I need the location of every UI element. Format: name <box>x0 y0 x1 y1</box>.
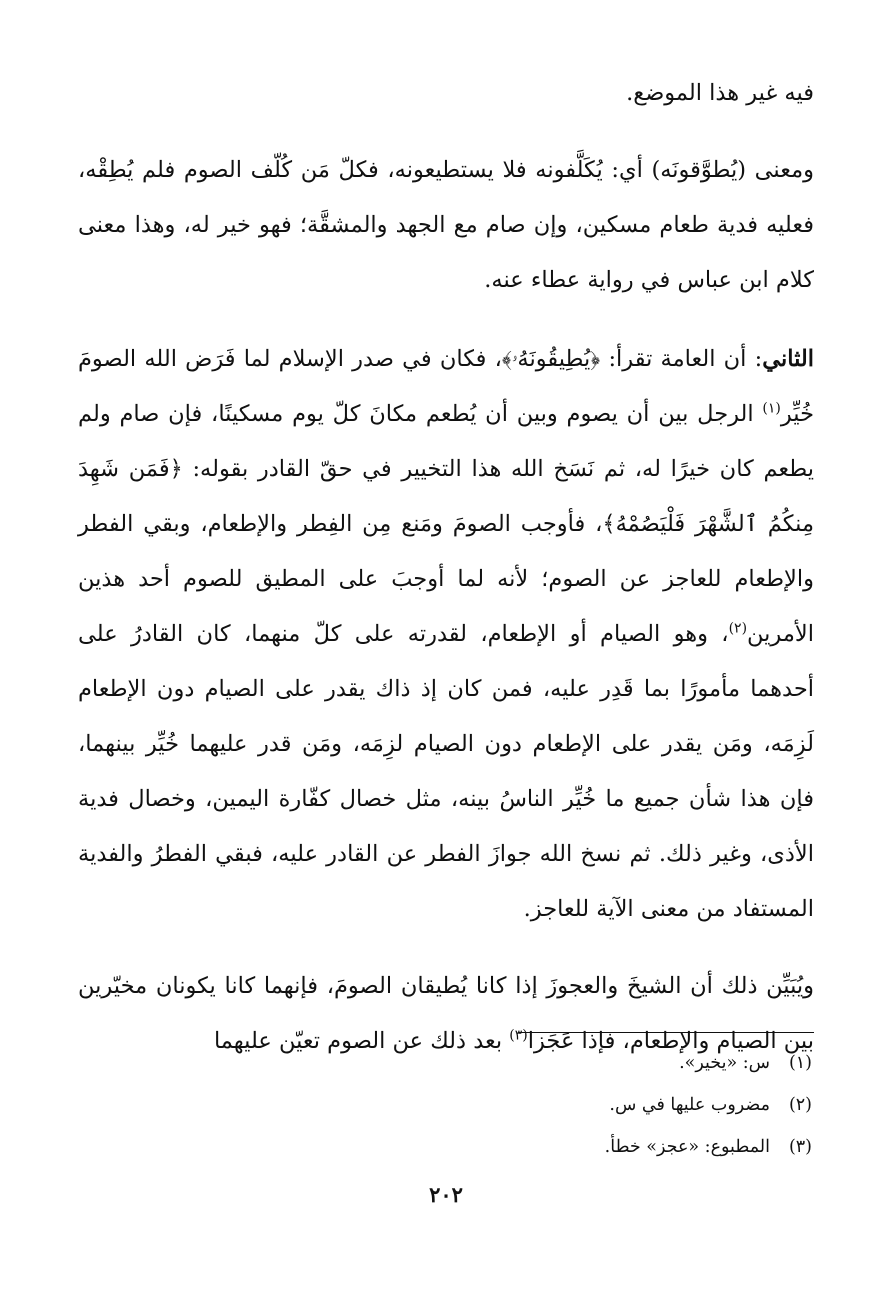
paragraph-second <box>78 332 814 937</box>
second-text-c: الرجل بين أن يصوم وبين أن يُطعم مكانَ كلّ يوم مسكينًا، فإن صام ولم يطعم كان خيرًا له، ثم نَسَخ الله هذا التخيير في حقّ القادر بقوله: <box>78 401 814 482</box>
footnote-ref-3: (٣) <box>509 1027 528 1044</box>
footnote-ref-1: (١) <box>762 400 781 417</box>
second-text-a: : أن العامة تقرأ: <box>600 346 763 372</box>
third-text-a: ويُبَيِّن ذلك أن الشيخَ والعجوزَ إذا كانا يُطيقان الصومَ، فإنهما كانا يكونان مخيّرين بين الصيام والإطعام، فإذا عَجَزا <box>78 973 814 1054</box>
paragraph-meaning: ومعنى (يُطوَّقونَه) أي: يُكَلَّفونه فلا يستطيعونه، فكلّ مَن كُلّف الصوم فلم يُطِقْه، فعليه فدية طعام مسكين، وإن صام مع الجهد والمشقَّة؛ فهو خير له، وهذا معنى كلام ابن عباس في رواية عطاء عنه. <box>78 157 814 293</box>
second-text-b: ، فكان في صدر الإسلام لما فَرَض الله الصومَ خُيِّر <box>78 346 814 427</box>
second-text-e: ، وهو الصيام أو الإطعام، لقدرته على كلّ منهما، كان القادرُ على أحدهما مأمورًا بما قَدِر عليه، فمن كان إذ ذاك يقدر على الصيام دون الإطعام لَزِمَه، ومَن يقدر على الإطعام دون الصيام لزِمَه، ومَن قدر عليهما خُيِّر بينهما، فإن هذا شأن جميع ما خُيِّر الناسُ بينه، مثل خصال كفّارة اليمين، وخصال فدية الأذى، وغير ذلك. ثم نسخ الله جوازَ الفطر عن القادر عليه، فبقي الفطرُ والفدية المستفاد من معنى الآية للعاجز. <box>78 621 814 922</box>
second-label: الثاني <box>762 346 814 372</box>
second-text-d: ، فأوجب الصومَ ومَنع مِن الفِطر والإطعام، وبقي الفطر والإطعام للعاجز عن الصوم؛ لأنه لما أوجبَ على المطيق للصوم أحد هذين الأمرين <box>78 511 814 647</box>
footnote-text: المطبوع: «عجز» خطأ. <box>604 1137 770 1157</box>
footnote-number: (٢) <box>788 1095 812 1115</box>
footnote-ref-2: (٢) <box>728 620 748 637</box>
intro-line: فيه غير هذا الموضع. <box>626 80 814 106</box>
footnote-item <box>80 1084 812 1126</box>
footnote-number: (٣) <box>788 1137 812 1157</box>
third-text-b: بعد ذلك عن الصوم تعيّن عليهما <box>213 1028 510 1054</box>
quran-verse-2: ﴿فَمَن شَهِدَ مِنكُمُ ٱلشَّهْرَ فَلْيَصُمْهُ﴾ <box>78 456 815 537</box>
footnote-item <box>80 1042 812 1084</box>
footnote-text: س: «يخير». <box>679 1053 770 1073</box>
footnote-number: (١) <box>788 1053 812 1073</box>
footnote-item <box>80 1126 812 1168</box>
page-number: ٢٠٢ <box>429 1182 463 1207</box>
footnote-text: مضروب عليها في س. <box>609 1095 770 1115</box>
quran-verse-1: ﴿يُطِيقُونَهُۥ﴾ <box>501 346 601 372</box>
page-body <box>78 66 814 1069</box>
footnote-divider <box>518 1032 814 1033</box>
footnotes <box>80 1042 812 1168</box>
